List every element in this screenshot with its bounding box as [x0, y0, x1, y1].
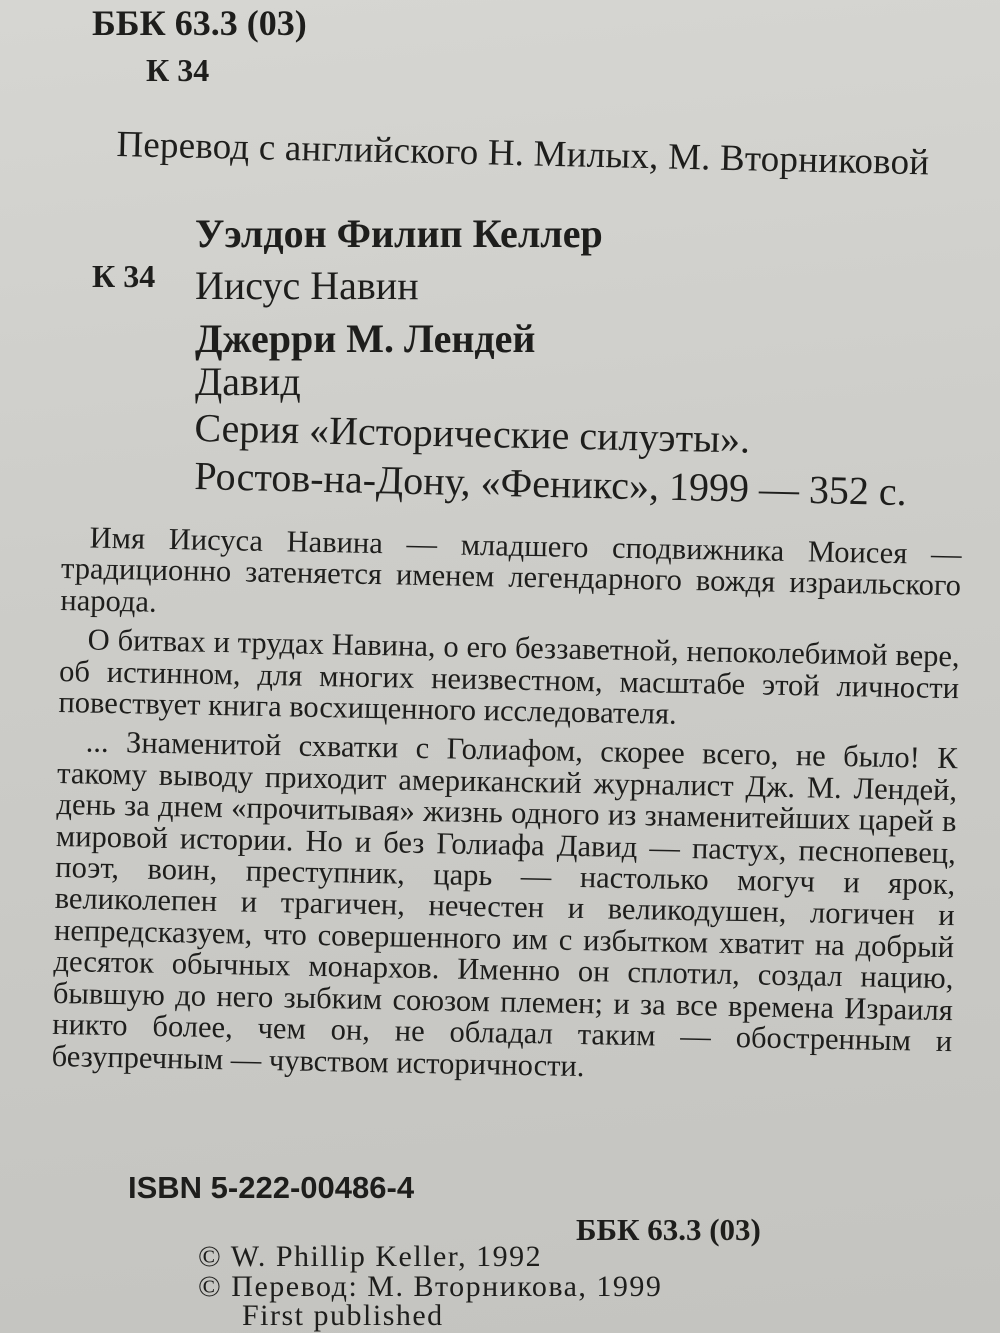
author-mark-side: К 34 [92, 258, 156, 294]
first-published-line: First published [242, 1299, 444, 1332]
abstract-paragraph: Имя Иисуса Навина — младшего сподвижника Моисея — традиционно затеняется именем легендарного вождя израильского народа. [60, 520, 962, 619]
translation-note: Перевод с английского Н. Милых, М. Вторниковой [116, 123, 930, 184]
copyright-line-1: © W. Phillip Keller, 1992 [198, 1240, 543, 1273]
isbn: ISBN 5-222-00486-4 [128, 1170, 415, 1205]
bbk-code-top: ББК 63.3 (03) [92, 3, 307, 43]
author-mark-top: К 34 [146, 52, 210, 88]
bbk-code-bottom: ББК 63.3 (03) [576, 1212, 761, 1247]
abstract [51, 522, 962, 1097]
imprint-line: Ростов-на-Дону, «Феникс», 1999 — 352 с. [193, 452, 908, 515]
abstract-paragraph: О битвах и трудах Навина, о его беззаветной, непоколебимой вере, об истинном, для многих неизвестном, масштабе этой личности повествует книга восхищенного исследователя. [58, 622, 960, 731]
copyright-line-2: © Перевод: М. Вторникова, 1999 [198, 1270, 663, 1303]
author-name-1: Уэлдон Филип Келлер [195, 211, 603, 256]
book-title-1: Иисус Навин [195, 263, 419, 308]
abstract-paragraph: ... Знаменитой схватки с Голиафом, скорее всего, не было! К такому выводу приходит американский журналист Дж. М. Лендей, день за днем «прочитывая» жизнь одного из знаменитейших царей в мировой истории. Но и без Голиафа Давид — пастух, песнопевец, поэт, воин, преступник, царь — настолько могуч и ярок, великолепен и трагичен, нечестен и великодушен, логичен и непредсказуем, что совершенного им с избытком хватит на добрый десяток обычных монархов. Именно он сплотил, создал нацию, бывшую до него зыбким союзом племен; и за все времена Израиля никто более, чем он, не обладал таким — обостренным и безупречным — чувством историчности. [51, 724, 958, 1083]
author-name-2: Джерри М. Лендей [195, 316, 536, 361]
series-line: Серия «Исторические силуэты». [194, 404, 751, 462]
book-title-2: Давид [195, 359, 301, 404]
